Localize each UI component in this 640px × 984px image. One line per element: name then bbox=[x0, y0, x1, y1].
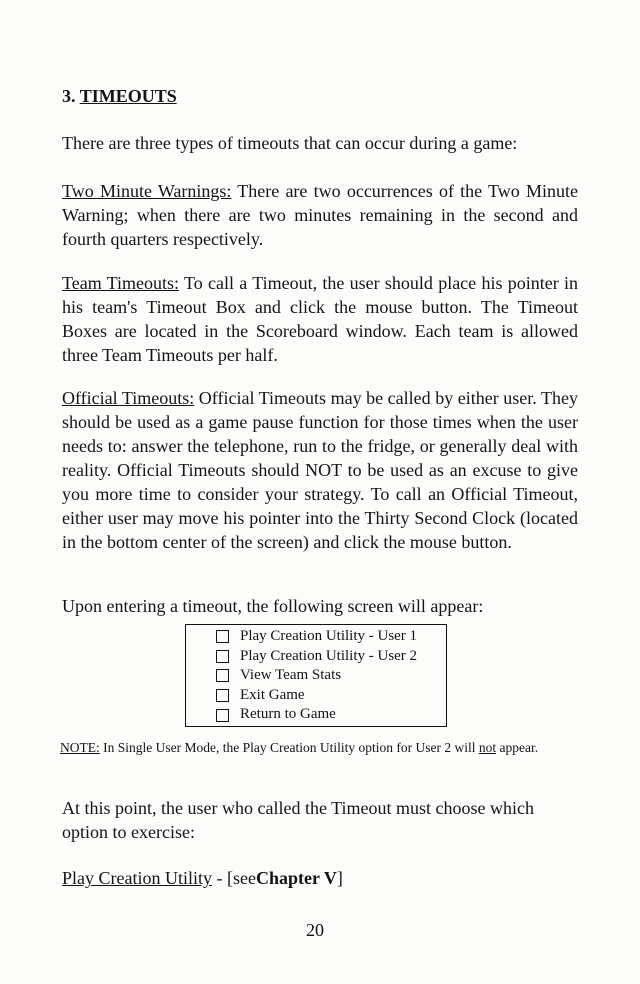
play-creation-text-after: ] bbox=[336, 868, 343, 888]
play-creation-heading: Play Creation Utility bbox=[62, 868, 212, 888]
official-timeouts-paragraph bbox=[62, 386, 578, 554]
two-minute-text: There are two occurrences of the Two Minute Warning; when there are two minutes remaining in the second and fourth quarters respectively. bbox=[62, 181, 578, 249]
option-exit-game[interactable] bbox=[216, 686, 446, 706]
section-number: 3. bbox=[62, 86, 76, 106]
note-label: NOTE: bbox=[60, 740, 100, 755]
intro-paragraph: There are three types of timeouts that can occur during a game: bbox=[62, 133, 518, 153]
option-label: Return to Game bbox=[240, 706, 336, 723]
page-number: 20 bbox=[306, 920, 324, 940]
note-paragraph bbox=[60, 738, 580, 758]
section-title: TIMEOUTS bbox=[79, 86, 177, 106]
team-timeouts-text: To call a Timeout, the user should place his pointer in his team's Timeout Box and click the mouse button. The Timeout Boxes are located in the Scoreboard window. Each team is allowed three Team Timeouts per half. bbox=[62, 273, 578, 365]
checkbox-icon[interactable] bbox=[216, 709, 229, 722]
two-minute-paragraph bbox=[62, 179, 578, 251]
note-emphasis: not bbox=[478, 740, 497, 755]
option-label: View Team Stats bbox=[240, 667, 342, 684]
upon-entering-paragraph: Upon entering a timeout, the following screen will appear: bbox=[62, 596, 484, 616]
checkbox-icon[interactable] bbox=[216, 650, 229, 663]
option-view-team-stats[interactable] bbox=[216, 666, 446, 686]
official-timeouts-heading: Official Timeouts: bbox=[62, 388, 195, 408]
option-label: Play Creation Utility - User 2 bbox=[240, 647, 418, 664]
team-timeouts-paragraph bbox=[62, 271, 578, 367]
option-play-creation-user1[interactable] bbox=[216, 627, 446, 647]
official-timeouts-text: Official Timeouts may be called by either user. They should be used as a game pause function for those times when the user needs to: answer the telephone, run to the fridge, or generally deal with reality. Official Timeouts should NOT to be used as an excuse to give you more time to consider your strategy. To call an Official Timeout, either user may move his pointer into the Thirty Second Clock (located in the bottom center of the screen) and click the mouse button. bbox=[62, 388, 578, 552]
option-return-to-game[interactable] bbox=[216, 705, 446, 725]
option-label: Exit Game bbox=[240, 686, 305, 703]
two-minute-heading: Two Minute Warnings: bbox=[62, 181, 232, 201]
note-text-before: In Single User Mode, the Play Creation Utility option for User 2 will bbox=[103, 740, 476, 755]
play-creation-paragraph bbox=[62, 866, 578, 890]
choose-option-paragraph: At this point, the user who called the Timeout must choose which option to exercise: bbox=[62, 798, 534, 842]
option-play-creation-user2[interactable] bbox=[216, 647, 446, 667]
timeout-menu-box bbox=[185, 624, 447, 727]
checkbox-icon[interactable] bbox=[216, 689, 229, 702]
chapter-reference: Chapter V bbox=[255, 868, 337, 888]
checkbox-icon[interactable] bbox=[216, 669, 229, 682]
team-timeouts-heading: Team Timeouts: bbox=[62, 273, 180, 293]
checkbox-icon[interactable] bbox=[216, 630, 229, 643]
option-label: Play Creation Utility - User 1 bbox=[240, 628, 418, 644]
note-text-after: appear. bbox=[499, 740, 539, 755]
section-heading bbox=[62, 86, 177, 107]
play-creation-text-before: - [see bbox=[216, 868, 256, 888]
